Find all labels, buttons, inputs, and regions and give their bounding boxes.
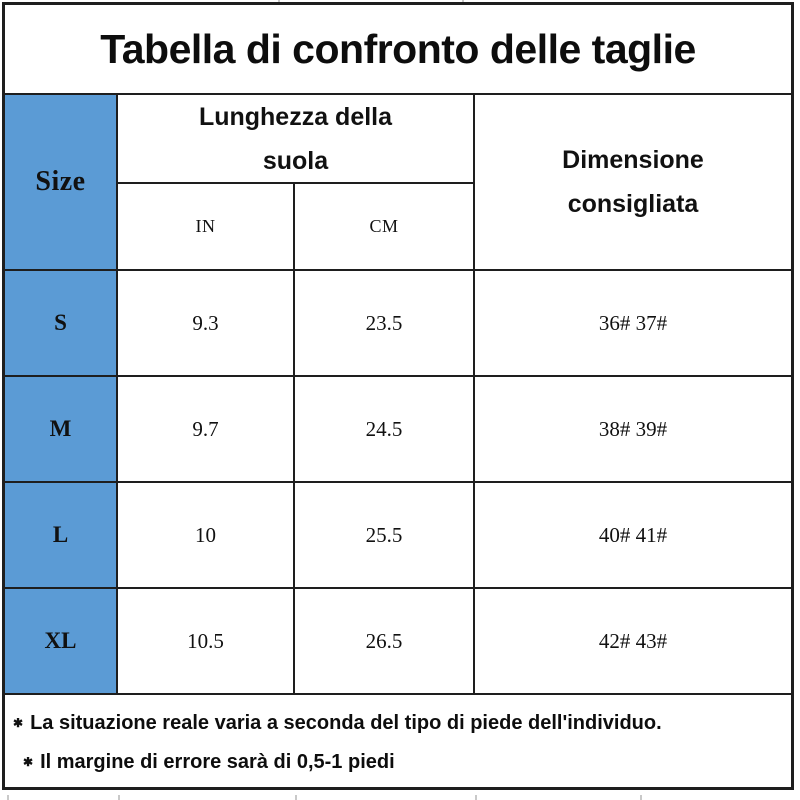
cell-l-centimeters: 25.5	[295, 483, 475, 589]
cell-l-inches: 10	[118, 483, 295, 589]
cell-s-inches: 9.3	[118, 271, 295, 377]
size-table	[5, 95, 791, 695]
cell-xl-recommended: 42# 43#	[475, 589, 791, 695]
cell-l-recommended: 40# 41#	[475, 483, 791, 589]
cell-xl-centimeters: 26.5	[295, 589, 475, 695]
cell-s-recommended: 36# 37#	[475, 271, 791, 377]
artifact-gridline-tick	[295, 795, 297, 800]
page-title: Tabella di confronto delle taglie	[5, 5, 791, 95]
size-chart-sheet	[2, 2, 794, 790]
cell-m-recommended: 38# 39#	[475, 377, 791, 483]
row-label-m: M	[5, 377, 118, 483]
column-header-centimeters: CM	[295, 184, 475, 271]
footnote-1	[13, 708, 783, 740]
artifact-gridline-tick	[118, 795, 120, 800]
asterisk-bullet-icon: ✱	[23, 755, 34, 769]
footnote-2-text: Il margine di errore sarà di 0,5-1 piedi	[40, 751, 395, 773]
column-header-recommended-size-label: Dimensione consigliata	[562, 146, 704, 218]
footnote-2	[13, 747, 783, 779]
cell-s-centimeters: 23.5	[295, 271, 475, 377]
row-label-l: L	[5, 483, 118, 589]
footnote-1-text: La situazione reale varia a seconda del tipo di piede dell'individuo.	[30, 712, 662, 734]
column-header-inches: IN	[118, 184, 295, 271]
column-header-size: Size	[5, 95, 118, 271]
artifact-gridline-tick	[640, 795, 642, 800]
row-label-xl: XL	[5, 589, 118, 695]
artifact-gridline-tick	[278, 0, 280, 2]
cell-m-inches: 9.7	[118, 377, 295, 483]
row-label-s: S	[5, 271, 118, 377]
footnotes	[5, 695, 791, 787]
artifact-gridline-tick	[462, 0, 464, 2]
cell-m-centimeters: 24.5	[295, 377, 475, 483]
cell-xl-inches: 10.5	[118, 589, 295, 695]
column-header-sole-length-label: Lunghezza della suola	[198, 102, 393, 175]
column-header-sole-length	[118, 95, 475, 184]
asterisk-bullet-icon: ✱	[13, 716, 24, 730]
artifact-gridline-tick	[7, 795, 9, 800]
column-header-recommended-size	[475, 95, 791, 271]
artifact-gridline-tick	[475, 795, 477, 800]
